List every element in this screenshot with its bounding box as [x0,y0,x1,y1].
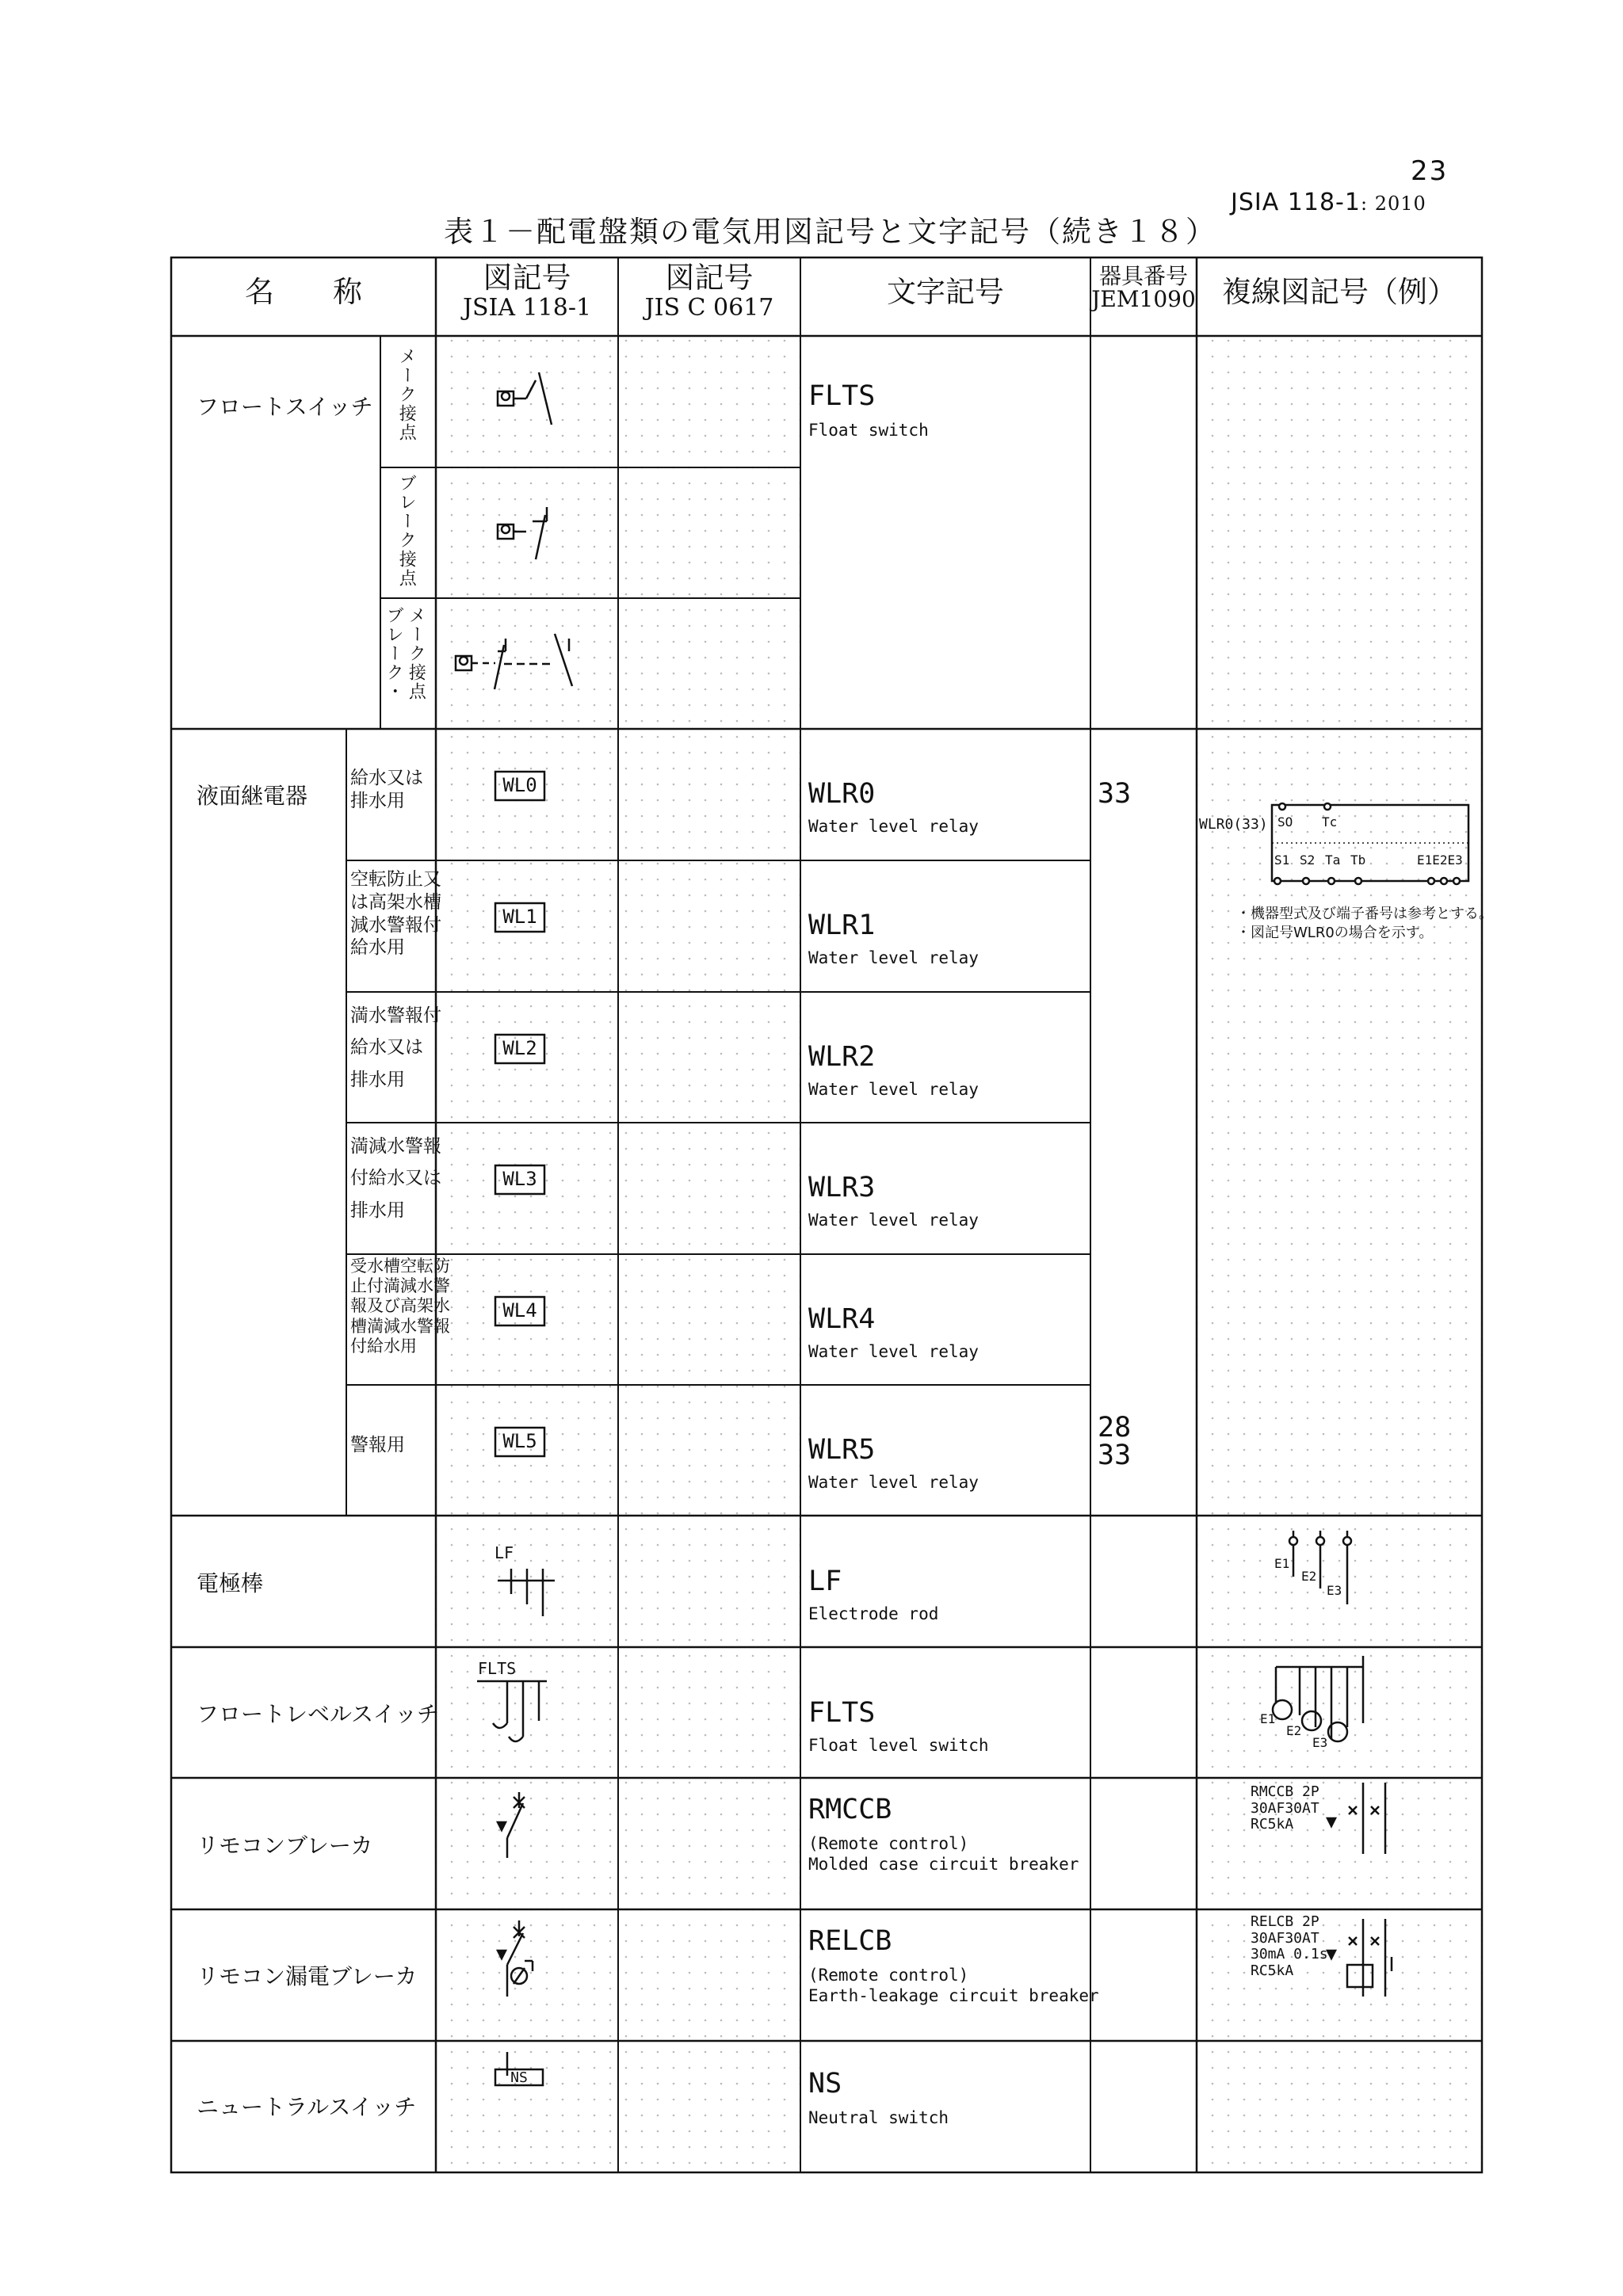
electrode-e3: E3 [1327,1583,1342,1598]
rmccb-wiring-text [1251,1784,1319,1833]
wlr0-symbol: WL0 [502,774,537,796]
wlr-wiring-note2: ・図記号WLR0の場合を示す。 [1236,925,1434,941]
electrode-code: LF [808,1566,842,1597]
wlr4-sub: 受水槽空転防 止付満減水警 報及び高架水 槽満減水警報 付給水用 [350,1257,450,1356]
wlr1-symbol: WL1 [502,906,537,928]
wlr2-symbol: WL2 [502,1037,537,1059]
col-header-jsia [436,263,618,322]
wlr-wiring-e: E1E2E3 [1417,852,1463,868]
relcb-desc1: (Remote control) [808,1966,969,1985]
float-switch-sub-break: ブレーク接点 [396,474,417,588]
page-number: 23 [1411,155,1449,187]
wlr0-sub: 給水又は 排水用 [350,768,423,811]
float-level-code: FLTS [808,1697,876,1729]
rmccb-wiring-line2: 30AF30AT [1251,1799,1319,1817]
electrode-name: 電極棒 [197,1570,264,1596]
wlr-wiring-ta: Ta [1325,852,1341,868]
wlr1-desc: Water level relay [808,948,979,967]
col-header-jem [1090,265,1197,311]
relcb-wiring-line4: RC5kA [1251,1962,1294,1980]
wlr-wiring-label: WLR0(33) [1199,816,1268,833]
electrode-desc: Electrode rod [808,1604,939,1623]
wlr2-desc: Water level relay [808,1080,979,1099]
wlr-wiring-s1: S1 [1274,852,1290,868]
col-header-name: 名 称 [245,275,362,309]
wlr5-device: 28 33 [1098,1412,1132,1471]
relcb-wiring-text [1251,1914,1328,1980]
wlr2-code: WLR2 [808,1041,876,1073]
float-level-name: フロートレベルスイッチ [197,1701,440,1727]
wlr-wiring-note1: ・機器型式及び端子番号は参考とする。 [1236,906,1493,922]
neutral-desc: Neutral switch [808,2108,949,2127]
wlr5-symbol: WL5 [502,1430,537,1452]
float-level-e1: E1 [1260,1711,1276,1726]
rmccb-wiring-line1: RMCCB 2P [1251,1783,1319,1800]
relcb-name: リモコン漏電ブレーカ [197,1963,418,1989]
float-switch-sub-both-2: ブレーク・ [384,606,404,701]
wlr3-desc: Water level relay [808,1211,979,1230]
standard-year: : 2010 [1360,193,1426,215]
rmccb-desc2: Molded case circuit breaker [808,1855,1079,1874]
float-switch-sub-make: メーク接点 [396,347,417,442]
wlr1-code: WLR1 [808,910,876,941]
wlr0-desc: Water level relay [808,817,979,836]
wlr2-sub: 満水警報付 給水又は 排水用 [350,1005,441,1090]
wlr3-sub: 満減水警報 付給水又は 排水用 [350,1136,441,1221]
wlr-wiring-tc: Tc [1322,814,1338,830]
wlr4-code: WLR4 [808,1303,876,1335]
wlr-wiring-tb: Tb [1350,852,1366,868]
col-header-jsia-line1: 図記号 [483,261,571,295]
electrode-symbol-label: LF [495,1543,514,1562]
relcb-wiring-line2: 30AF30AT [1251,1929,1319,1947]
wlr5-desc: Water level relay [808,1473,979,1492]
wlr4-desc: Water level relay [808,1342,979,1361]
table-title: 表１－配電盤類の電気用図記号と文字記号（続き１８） [444,215,1216,249]
float-level-e2: E2 [1286,1723,1302,1738]
relcb-desc2: Earth-leakage circuit breaker [808,1986,1099,2005]
wlr3-symbol: WL3 [502,1168,537,1190]
relcb-wiring-line1: RELCB 2P [1251,1913,1319,1930]
col-header-wiring: 複線図記号（例） [1222,275,1457,309]
wlr-wiring-s2: S2 [1300,852,1316,868]
standard-code: JSIA 118-1 [1231,189,1361,216]
col-header-jis-line2: JIS C 0617 [644,293,774,322]
relcb-wiring-line3: 30mA 0.1s [1251,1946,1328,1963]
col-header-jsia-line2: JSIA 118-1 [462,293,592,322]
float-switch-code: FLTS [808,380,876,412]
rmccb-wiring-line3: RC5kA [1251,1816,1294,1833]
wlr3-code: WLR3 [808,1172,876,1203]
rmccb-desc1: (Remote control) [808,1834,969,1853]
float-level-e3: E3 [1312,1735,1328,1750]
electrode-e2: E2 [1301,1569,1317,1584]
col-header-jis [618,263,800,322]
float-level-symbol-label: FLTS [478,1659,517,1678]
wlr5-code: WLR5 [808,1434,876,1466]
float-switch-desc: Float switch [808,421,929,440]
rmccb-name: リモコンブレーカ [197,1833,373,1859]
neutral-symbol-label: NS [510,2069,528,2086]
float-switch-name: フロートスイッチ [197,394,373,420]
col-header-jem-line1: 器具番号 [1098,263,1188,289]
wlr0-device: 33 [1098,778,1132,810]
relcb-code: RELCB [808,1925,892,1957]
wlr0-code: WLR0 [808,778,876,810]
rmccb-code: RMCCB [808,1794,892,1825]
wlr4-symbol: WL4 [502,1299,537,1322]
wlr-name: 液面継電器 [197,783,308,809]
wlr1-sub: 空転防止又 は高架水槽 減水警報付 給水用 [350,869,441,959]
wlr5-sub: 警報用 [350,1435,405,1455]
neutral-code: NS [808,2068,842,2100]
col-header-letter: 文字記号 [887,275,1004,309]
col-header-jem-line2: JEM1090 [1091,286,1196,313]
float-switch-sub-both-1: メーク接点 [406,606,426,701]
electrode-e1: E1 [1274,1556,1290,1571]
wlr-wiring-so: SO [1277,814,1293,830]
float-switch-sub-both [384,606,425,701]
col-header-jis-line1: 図記号 [665,261,754,295]
neutral-name: ニュートラルスイッチ [197,2094,417,2120]
float-level-desc: Float level switch [808,1736,989,1755]
